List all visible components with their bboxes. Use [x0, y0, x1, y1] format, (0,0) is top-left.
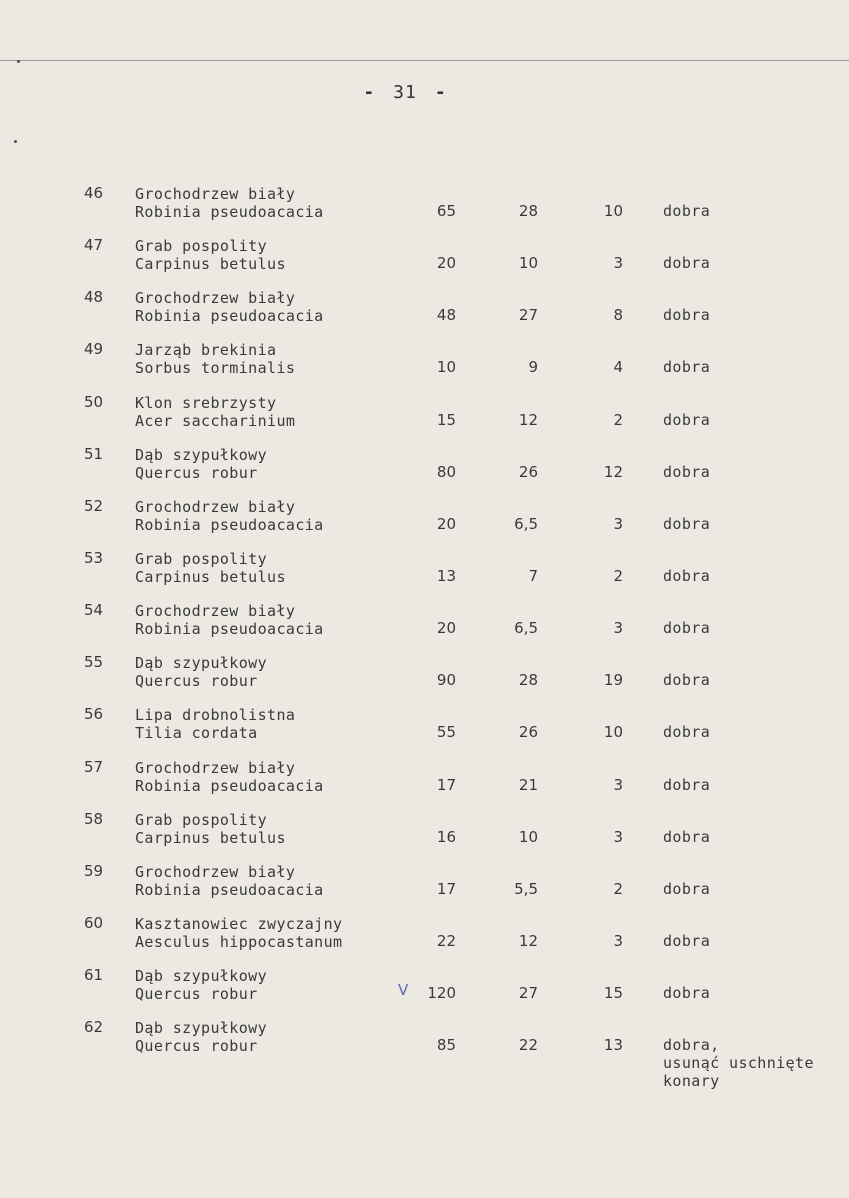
value-col-2: 28 [518, 671, 538, 690]
value-col-1: 16 [436, 827, 456, 846]
latin-name: Carpinus betulus [135, 567, 286, 586]
value-col-2: 28 [518, 202, 538, 220]
value-col-2: 9 [528, 358, 538, 377]
common-name: Dąb szypułkowy [135, 1019, 268, 1038]
tree-names [135, 654, 267, 690]
condition-line: dobra [663, 358, 711, 377]
tree-names [135, 602, 324, 638]
condition [663, 515, 710, 533]
latin-name: Robinia pseudoacacia [135, 515, 324, 534]
latin-name: Robinia pseudoacacia [135, 307, 324, 326]
tree-names [135, 341, 295, 377]
condition [663, 411, 710, 429]
value-col-1: 20 [436, 514, 456, 533]
entry-number: 50 [84, 392, 104, 411]
value-col-3: 4 [613, 358, 623, 377]
value-col-3: 10 [603, 202, 623, 220]
value-col-1: 17 [436, 879, 456, 898]
page-number-header [340, 82, 470, 103]
value-col-1: 120 [427, 984, 456, 1003]
value-col-1: 20 [436, 254, 456, 273]
value-col-1: 80 [436, 462, 456, 481]
condition [663, 254, 710, 272]
common-name: Grochodrzew biały [135, 185, 296, 203]
common-name: Dąb szypułkowy [135, 654, 268, 673]
latin-name: Acer saccharinium [135, 411, 296, 430]
common-name: Grochodrzew biały [135, 289, 296, 308]
entry-number: 62 [84, 1018, 104, 1037]
condition-line: konary [663, 1072, 720, 1091]
tree-names [135, 706, 295, 742]
condition-line: dobra [663, 671, 711, 690]
common-name: Dąb szypułkowy [135, 967, 268, 986]
value-col-3: 2 [613, 410, 623, 429]
tree-names [135, 237, 286, 273]
list-item [0, 340, 849, 392]
list-item [0, 862, 849, 914]
condition [663, 932, 710, 950]
value-col-1: 22 [436, 931, 456, 950]
list-item [0, 288, 849, 340]
latin-name: Carpinus betulus [135, 255, 286, 274]
tree-names [135, 446, 267, 482]
list-item [0, 966, 849, 1018]
value-col-2: 10 [518, 827, 538, 846]
value-col-2: 7 [528, 566, 538, 585]
common-name: Lipa drobnolistna [135, 706, 296, 725]
tree-names [135, 289, 324, 325]
value-col-1: 10 [436, 358, 456, 377]
value-col-3: 10 [603, 723, 623, 742]
condition-line: usunąć uschnięte [663, 1054, 814, 1073]
value-col-2: 10 [518, 254, 538, 273]
condition-line: dobra [663, 202, 711, 220]
tree-names [135, 394, 295, 430]
tree-names [135, 550, 286, 586]
common-name: Klon srebrzysty [135, 393, 277, 412]
check-mark-annotation: V [398, 981, 409, 1000]
condition [663, 723, 710, 741]
value-col-3: 2 [613, 566, 623, 585]
tree-inventory-list [0, 184, 849, 1091]
value-col-1: 90 [436, 671, 456, 690]
entry-number: 56 [84, 705, 104, 724]
common-name: Grochodrzew biały [135, 862, 296, 881]
value-col-2: 26 [518, 723, 538, 742]
value-col-2: 22 [518, 1036, 538, 1055]
condition [663, 202, 710, 220]
value-col-2: 12 [518, 410, 538, 429]
list-item [0, 445, 849, 497]
tree-names [135, 915, 342, 951]
value-col-2: 26 [518, 462, 538, 481]
common-name: Grochodrzew biały [135, 497, 296, 516]
page-number: 31 [393, 82, 417, 103]
entry-number: 54 [84, 601, 104, 620]
paper-speck [14, 140, 17, 143]
latin-name: Robinia pseudoacacia [135, 203, 324, 221]
latin-name: Quercus robur [135, 672, 258, 691]
list-item [0, 184, 849, 236]
common-name: Grochodrzew biały [135, 758, 296, 777]
list-item [0, 914, 849, 966]
value-col-2: 12 [518, 931, 538, 950]
condition [663, 463, 710, 481]
value-col-3: 3 [613, 931, 623, 950]
condition-line: dobra [663, 254, 711, 273]
page-number-dash-right: - [434, 82, 447, 103]
entry-number: 47 [84, 236, 104, 255]
entry-number: 48 [84, 288, 104, 307]
entry-number: 61 [84, 966, 104, 985]
condition [663, 880, 710, 898]
value-col-3: 3 [613, 254, 623, 273]
entry-number: 57 [84, 757, 104, 776]
condition-line: dobra [663, 931, 711, 950]
condition-line: dobra [663, 984, 711, 1003]
value-col-2: 27 [518, 984, 538, 1003]
value-col-1: 55 [436, 723, 456, 742]
value-col-2: 6,5 [514, 619, 538, 638]
common-name: Grab pospolity [135, 810, 268, 829]
value-col-1: 15 [436, 410, 456, 429]
list-item [0, 653, 849, 705]
latin-name: Robinia pseudoacacia [135, 620, 324, 639]
value-col-3: 8 [613, 306, 623, 325]
latin-name: Aesculus hippocastanum [135, 932, 343, 951]
condition-line: dobra [663, 827, 711, 846]
condition-line: dobra [663, 775, 711, 794]
condition-line: dobra, [663, 1036, 720, 1055]
condition-line: dobra [663, 462, 711, 481]
value-col-3: 3 [613, 775, 623, 794]
condition-line: dobra [663, 723, 711, 742]
list-item [0, 497, 849, 549]
paper-speck [17, 60, 20, 63]
tree-names [135, 863, 324, 899]
value-col-3: 2 [613, 879, 623, 898]
latin-name: Carpinus betulus [135, 828, 286, 847]
condition-line: dobra [663, 410, 711, 429]
list-item [0, 758, 849, 810]
list-item [0, 1018, 849, 1091]
condition-line: dobra [663, 306, 711, 325]
tree-names [135, 967, 267, 1003]
entry-number: 51 [84, 444, 104, 463]
tree-names [135, 185, 324, 221]
entry-number: 59 [84, 861, 104, 880]
tree-names [135, 759, 324, 795]
value-col-3: 19 [603, 671, 623, 690]
entry-number: 52 [84, 496, 104, 515]
latin-name: Tilia cordata [135, 724, 258, 743]
list-item [0, 236, 849, 288]
latin-name: Quercus robur [135, 1037, 258, 1056]
tree-names [135, 1019, 267, 1055]
common-name: Grochodrzew biały [135, 602, 296, 621]
entry-number: 46 [84, 184, 104, 202]
value-col-3: 3 [613, 827, 623, 846]
value-col-3: 13 [603, 1036, 623, 1055]
condition-line: dobra [663, 514, 711, 533]
condition [663, 671, 710, 689]
list-item [0, 549, 849, 601]
entry-number: 49 [84, 340, 104, 359]
condition-line: dobra [663, 879, 711, 898]
value-col-1: 85 [436, 1036, 456, 1055]
list-item [0, 393, 849, 445]
value-col-2: 6,5 [514, 514, 538, 533]
value-col-1: 48 [436, 306, 456, 325]
condition [663, 358, 710, 376]
list-item [0, 810, 849, 862]
condition [663, 828, 710, 846]
common-name: Grab pospolity [135, 549, 268, 568]
condition [663, 306, 710, 324]
latin-name: Quercus robur [135, 463, 258, 482]
condition [663, 567, 710, 585]
value-col-1: 13 [436, 566, 456, 585]
value-col-1: 20 [436, 619, 456, 638]
condition [663, 984, 710, 1002]
condition [663, 776, 710, 794]
page-number-dash-left: - [363, 82, 376, 103]
latin-name: Sorbus torminalis [135, 359, 296, 378]
list-item [0, 601, 849, 653]
value-col-3: 3 [613, 619, 623, 638]
tree-names [135, 498, 324, 534]
value-col-3: 12 [603, 462, 623, 481]
entry-number: 60 [84, 913, 104, 932]
condition-line: dobra [663, 566, 711, 585]
entry-number: 55 [84, 653, 104, 672]
common-name: Grab pospolity [135, 237, 268, 256]
common-name: Jarząb brekinia [135, 341, 277, 360]
value-col-1: 65 [436, 202, 456, 220]
common-name: Kasztanowiec zwyczajny [135, 914, 343, 933]
condition [663, 619, 710, 637]
common-name: Dąb szypułkowy [135, 445, 268, 464]
value-col-2: 27 [518, 306, 538, 325]
top-rule [0, 60, 849, 61]
value-col-3: 15 [603, 984, 623, 1003]
latin-name: Quercus robur [135, 985, 258, 1004]
value-col-2: 5,5 [514, 879, 538, 898]
entry-number: 58 [84, 809, 104, 828]
latin-name: Robinia pseudoacacia [135, 880, 324, 899]
value-col-1: 17 [436, 775, 456, 794]
condition-line: dobra [663, 619, 711, 638]
entry-number: 53 [84, 548, 104, 567]
latin-name: Robinia pseudoacacia [135, 776, 324, 795]
value-col-2: 21 [518, 775, 538, 794]
list-item [0, 705, 849, 757]
tree-names [135, 811, 286, 847]
value-col-3: 3 [613, 514, 623, 533]
condition [663, 1036, 814, 1090]
